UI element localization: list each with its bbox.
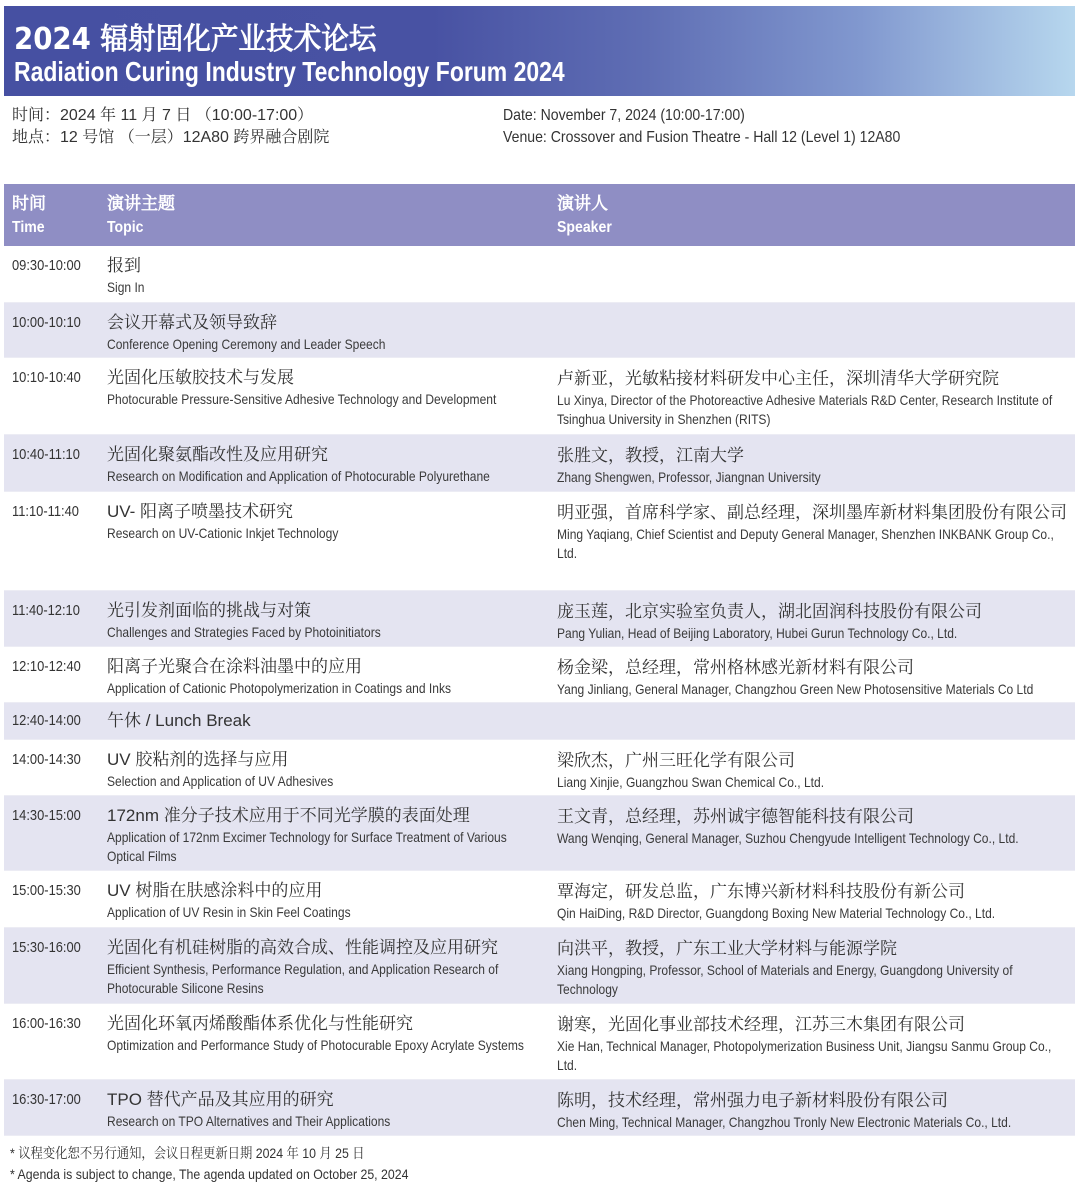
topic-cn: 报到 [107,256,141,275]
topic-en: Application of UV Resin in Skin Feel Coatings [107,904,351,920]
session-topic [107,501,547,543]
session-topic [107,255,547,297]
table-row [4,303,1075,358]
session-speaker [557,880,1072,923]
session-time: 14:00-14:30 [12,751,81,768]
speaker-en: Chen Ming, Technical Manager, Changzhou Tronly New Electronic Materials Co., Ltd. [557,1114,1012,1130]
speaker-en: Xie Han, Technical Manager, Photopolymerization Business Unit, Jiangsu Sanmu Group Co., Ltd. [557,1038,1052,1073]
topic-en: Efficient Synthesis, Performance Regulation, and Application Research of Photocurable Silicone Resins [107,961,499,996]
topic-cn: 光固化环氧丙烯酸酯体系优化与性能研究 [107,1014,413,1033]
session-time: 16:00-16:30 [12,1015,81,1032]
event-info-cn [12,105,329,149]
table-row [4,647,1075,703]
speaker-en: Yang Jinliang, General Manager, Changzhou Green New Photosensitive Materials Co Ltd [557,681,1034,697]
session-speaker [557,600,1072,643]
speaker-en: Xiang Hongping, Professor, School of Materials and Energy, Guangdong University of Technology [557,962,1013,997]
topic-en: Research on TPO Alternatives and Their Applications [107,1113,391,1129]
speaker-en: Wang Wenqing, General Manager, Suzhou Chengyude Intelligent Technology Co., Ltd. [557,830,1019,846]
event-venue-cn: 地点：12 号馆 （一层）12A80 跨界融合剧院 [12,129,330,146]
topic-en: Photocurable Pressure-Sensitive Adhesive Technology and Development [107,391,497,407]
session-speaker [557,1013,1072,1075]
footnote-cn: * 议程变化恕不另行通知，会议日程更新日期 2024 年 10 月 25 日 [10,1145,365,1161]
table-row [4,246,1075,303]
speaker-en: Lu Xinya, Director of the Photoreactive Adhesive Materials R&D Center, Research Institute of Tsinghua University in Shenzhen (RITS) [557,392,1053,427]
session-time: 11:40-12:10 [12,602,80,619]
event-time-cn: 时间：2024 年 11 月 7 日 （10:00-17:00） [12,107,314,124]
event-info-en [503,105,900,149]
session-topic [107,880,547,922]
session-topic [107,600,547,642]
agenda-table [4,184,1075,1136]
speaker-cn: 陈明，技术经理，常州强力电子新材料股份有限公司 [557,1091,948,1110]
topic-en: Optimization and Performance Study of Photocurable Epoxy Acrylate Systems [107,1037,524,1053]
speaker-en: Qin HaiDing, R&D Director, Guangdong Boxing New Material Technology Co., Ltd. [557,905,996,921]
header-topic-cn: 演讲主题 [107,194,175,213]
session-topic [107,1089,547,1131]
speaker-cn: 向洪平，教授，广东工业大学材料与能源学院 [557,939,897,958]
session-time: 10:10-10:40 [12,369,81,386]
table-row [4,358,1075,435]
header-topic-en: Topic [107,219,144,236]
session-speaker [557,444,1072,487]
table-row [4,492,1075,591]
speaker-en: Pang Yulian, Head of Beijing Laboratory, Hubei Gurun Technology Co., Ltd. [557,625,958,641]
session-time: 15:30-16:00 [12,939,81,956]
table-row [4,591,1075,647]
session-time: 15:00-15:30 [12,882,81,899]
topic-cn: 光固化压敏胶技术与发展 [107,368,294,387]
event-date-en: Date: November 7, 2024 (10:00-17:00) [503,107,745,124]
speaker-en: Liang Xinjie, Guangzhou Swan Chemical Co., Ltd. [557,774,825,790]
session-topic [107,937,547,998]
event-venue-en: Venue: Crossover and Fusion Theatre - Hall 12 (Level 1) 12A80 [503,129,901,146]
session-time: 14:30-15:00 [12,807,81,824]
session-time: 12:40-14:00 [12,712,81,729]
page-title-en: Radiation Curing Industry Technology Forum 2024 [14,56,565,87]
speaker-cn: 庞玉莲，北京实验室负责人，湖北固润科技股份有限公司 [557,602,982,621]
header-topic [107,192,175,240]
header-speaker-en: Speaker [557,219,612,236]
topic-cn: 光固化有机硅树脂的高效合成、性能调控及应用研究 [107,938,498,957]
topic-en: Sign In [107,279,145,295]
header-speaker [557,192,619,240]
speaker-cn: 明亚强，首席科学家、副总经理，深圳墨库新材料集团股份有限公司 [557,503,1067,522]
topic-cn: 阳离子光聚合在涂料油墨中的应用 [107,657,362,676]
session-speaker [557,501,1072,563]
header-time-cn: 时间 [12,194,46,213]
topic-en: Selection and Application of UV Adhesives [107,773,334,789]
topic-en: Conference Opening Ceremony and Leader Speech [107,336,386,352]
header-time-en: Time [12,219,45,236]
session-topic [107,656,547,698]
speaker-en: Zhang Shengwen, Professor, Jiangnan University [557,469,821,485]
header-speaker-cn: 演讲人 [557,194,608,213]
topic-cn: 会议开幕式及领导致辞 [107,313,277,332]
session-speaker [557,367,1072,429]
session-speaker [557,656,1072,699]
session-speaker [557,749,1072,792]
speaker-cn: 卢新亚，光敏粘接材料研发中心主任，深圳清华大学研究院 [557,369,999,388]
session-time: 10:40-11:10 [12,446,80,463]
table-row-lunch [4,703,1075,740]
topic-cn: 172nm 准分子技术应用于不同光学膜的表面处理 [107,806,470,825]
session-time: 12:10-12:40 [12,658,81,675]
session-speaker [557,805,1072,848]
topic-cn: 光固化聚氨酯改性及应用研究 [107,445,328,464]
speaker-cn: 谢寒，光固化事业部技术经理，江苏三木集团有限公司 [557,1015,965,1034]
session-time: 09:30-10:00 [12,257,81,274]
topic-cn: 光引发剂面临的挑战与对策 [107,601,311,620]
topic-cn: UV 树脂在肤感涂料中的应用 [107,881,323,900]
topic-en: Application of 172nm Excimer Technology for Surface Treatment of Various Optical Films [107,829,507,864]
speaker-en: Ming Yaqiang, Chief Scientist and Deputy General Manager, Shenzhen INKBANK Group Co., Ltd. [557,526,1054,561]
topic-cn: UV- 阳离子喷墨技术研究 [107,502,294,521]
speaker-cn: 梁欣杰，广州三旺化学有限公司 [557,751,795,770]
speaker-cn: 张胜文，教授，江南大学 [557,446,744,465]
header-time [12,192,49,240]
table-row [4,1080,1075,1136]
session-speaker [557,1089,1072,1132]
session-time: 16:30-17:00 [12,1091,81,1108]
table-row [4,871,1075,928]
session-speaker [557,937,1072,999]
session-topic [107,312,547,354]
title-banner [4,6,1075,96]
session-topic [107,710,547,732]
session-time: 10:00-10:10 [12,314,81,331]
topic-cn: 午休 / Lunch Break [107,711,251,730]
session-time: 11:10-11:40 [12,503,79,520]
session-topic [107,1013,547,1055]
speaker-cn: 杨金梁，总经理，常州格林感光新材料有限公司 [557,658,914,677]
session-topic [107,367,547,409]
table-row [4,740,1075,796]
footnote-en: * Agenda is subject to change, The agenda updated on October 25, 2024 [10,1166,409,1182]
topic-cn: TPO 替代产品及其应用的研究 [107,1090,334,1109]
table-row [4,928,1075,1004]
table-row [4,435,1075,492]
speaker-cn: 王文青，总经理，苏州诚宇德智能科技有限公司 [557,807,914,826]
page-title-cn: 2024 辐射固化产业技术论坛 [14,22,377,57]
session-topic [107,444,547,486]
footnotes [10,1143,463,1185]
topic-en: Research on Modification and Application of Photocurable Polyurethane [107,468,490,484]
table-row [4,1004,1075,1080]
topic-en: Application of Cationic Photopolymerization in Coatings and Inks [107,680,452,696]
topic-en: Research on UV-Cationic Inkjet Technology [107,525,339,541]
table-header [4,184,1075,246]
session-topic [107,749,547,791]
session-topic [107,805,547,866]
table-row [4,796,1075,871]
topic-en: Challenges and Strategies Faced by Photoinitiators [107,624,381,640]
topic-cn: UV 胶粘剂的选择与应用 [107,750,289,769]
speaker-cn: 覃海定，研发总监，广东博兴新材料科技股份有新公司 [557,882,965,901]
